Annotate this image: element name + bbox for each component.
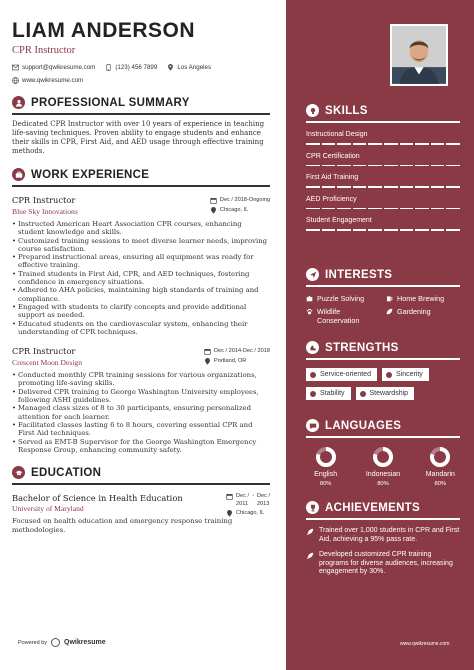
interest-label: Wildlife Conservation xyxy=(317,307,360,325)
skill-level-segment xyxy=(353,143,367,145)
paw-icon xyxy=(306,308,313,315)
location-contact xyxy=(167,64,211,71)
skill-level-segment xyxy=(353,229,367,231)
interests-section xyxy=(306,268,460,325)
skill-level-segment xyxy=(306,143,320,145)
end-month: Dec / xyxy=(256,493,270,500)
achievement-text: Developed customized CPR training programs for diverse audiences, increasing engagement by 30%. xyxy=(319,551,453,576)
skill-level-segment xyxy=(431,165,445,167)
skill-level-segment xyxy=(384,143,398,145)
language-level-ring xyxy=(315,446,337,468)
job-location-text: Portland, OR xyxy=(214,358,247,365)
skill-level-segment xyxy=(306,165,320,167)
language-level-ring xyxy=(372,446,394,468)
skill-level-segment xyxy=(353,208,367,210)
globe-icon xyxy=(12,77,19,84)
skill-level-segment xyxy=(337,165,351,167)
powered-by-label: Powered by xyxy=(18,639,48,646)
location-text: Los Angeles xyxy=(177,64,212,71)
languages-list xyxy=(306,446,460,487)
skills-header xyxy=(306,104,460,117)
interest-item xyxy=(386,307,460,325)
education-location xyxy=(226,510,270,518)
skill-item xyxy=(306,196,460,210)
job-bullet: • Prepared instructional areas, ensuring all equipment was ready for effective training. xyxy=(12,253,270,270)
section-divider xyxy=(12,185,270,187)
language-item xyxy=(363,446,402,487)
bullet-dot-icon xyxy=(310,372,316,378)
strength-pill xyxy=(356,387,415,400)
skill-level-segment xyxy=(446,143,460,145)
skill-item xyxy=(306,217,460,231)
end-year: 2013 xyxy=(256,500,270,507)
footer xyxy=(18,638,106,647)
email-text: support@qwikresume.com xyxy=(22,64,96,71)
brand-name[interactable]: Qwikresume xyxy=(64,639,106,646)
skill-item xyxy=(306,153,460,167)
strength-label: Service-oriented xyxy=(320,371,371,378)
skill-level-segment xyxy=(400,186,414,188)
degree-title: Bachelor of Science in Health Education xyxy=(12,493,183,504)
interests-list xyxy=(306,294,460,325)
contact-row xyxy=(12,64,270,71)
experience-header xyxy=(12,168,270,181)
interest-label: Home Brewing xyxy=(397,294,445,303)
start-month: Dec / xyxy=(236,493,250,500)
language-name: Indonesian xyxy=(365,471,401,478)
education-entry xyxy=(12,493,270,534)
job-dates-text: Dec / 2018-Ongoing xyxy=(219,197,270,203)
skill-level-segment xyxy=(337,186,351,188)
skill-level-segment xyxy=(353,186,367,188)
skill-level-segment xyxy=(415,165,429,167)
job-bullets xyxy=(12,220,270,336)
skill-level-segment xyxy=(415,143,429,145)
section-divider xyxy=(12,113,270,115)
strengths-section xyxy=(306,341,460,400)
summary-header xyxy=(12,96,270,109)
job-bullet: • Instructed American Heart Association CPR courses, enhancing student knowledge and skills. xyxy=(12,220,270,237)
skill-level-segment xyxy=(431,143,445,145)
job-meta xyxy=(210,195,270,215)
footer-site-link[interactable]: www.qwikresume.com xyxy=(400,641,450,647)
language-item xyxy=(306,446,345,487)
strength-pill xyxy=(382,368,429,381)
skill-level-segment xyxy=(384,229,398,231)
job-company: Crescent Moon Design xyxy=(12,358,83,368)
skill-item xyxy=(306,174,460,188)
qwikresume-logo-icon xyxy=(51,638,60,647)
strength-label: Sincerity xyxy=(395,371,423,378)
left-column xyxy=(12,20,270,534)
language-item xyxy=(421,446,460,487)
location-pin-icon xyxy=(210,207,217,214)
strengths-header xyxy=(306,341,460,354)
skill-level-segment xyxy=(368,165,382,167)
phone-icon xyxy=(105,64,112,71)
strength-label: Stability xyxy=(320,390,345,397)
job-title: CPR Instructor xyxy=(12,195,76,205)
skill-level-bar xyxy=(306,208,460,210)
skill-level-segment xyxy=(306,208,320,210)
puzzle-icon xyxy=(306,295,313,302)
skill-level-segment xyxy=(306,186,320,188)
job-bullets xyxy=(12,371,270,454)
graduation-cap-icon xyxy=(12,466,25,479)
achievement-item xyxy=(306,551,460,577)
skill-level-segment xyxy=(368,186,382,188)
strengths-title: STRENGTHS xyxy=(325,341,399,354)
strength-label: Stewardship xyxy=(369,390,409,397)
job-company: Blue Sky Innovations xyxy=(12,207,78,216)
job-bullet: • Customized training sessions to meet diverse learner needs, improving course satisfaction. xyxy=(12,237,270,254)
achievements-header xyxy=(306,501,460,514)
education-location-text: Chicago, IL xyxy=(236,510,265,517)
job-location xyxy=(204,356,270,366)
skill-level-segment xyxy=(446,186,460,188)
experience-section xyxy=(12,168,270,454)
skill-level-segment xyxy=(322,165,336,167)
education-end xyxy=(257,493,270,508)
language-level: 80% xyxy=(377,481,389,487)
education-description: Focused on health education and emergency response training methodologies. xyxy=(12,517,233,534)
skill-level-segment xyxy=(415,229,429,231)
profile-photo xyxy=(390,24,448,86)
skill-name: First Aid Training xyxy=(306,174,359,181)
skill-level-segment xyxy=(400,165,414,167)
briefcase-icon xyxy=(12,168,25,181)
job-dates xyxy=(210,195,270,205)
achievements-title: ACHIEVEMENTS xyxy=(325,501,420,514)
skill-level-segment xyxy=(322,208,336,210)
skill-level-bar xyxy=(306,165,460,167)
interest-item xyxy=(306,307,380,325)
job-bullet: • Facilitated classes lasting 6 to 8 hours, covering essential CPR and First Aid techniques. xyxy=(12,421,270,438)
calendar-icon xyxy=(226,493,233,500)
skill-name: Student Engagement xyxy=(306,217,372,224)
summary-title: PROFESSIONAL SUMMARY xyxy=(31,96,190,109)
phone-text: (123) 456 7899 xyxy=(115,64,158,71)
education-section xyxy=(12,466,270,534)
candidate-role: CPR Instructor xyxy=(12,45,76,56)
interests-header xyxy=(306,268,460,281)
skill-level-segment xyxy=(400,143,414,145)
calendar-icon xyxy=(210,197,217,204)
job-dates xyxy=(204,346,270,356)
skill-name: AED Proficiency xyxy=(306,195,357,203)
language-level-ring xyxy=(429,446,451,468)
job-bullet: • Engaged with students to clarify concepts and provide additional support as needed. xyxy=(12,303,270,320)
job-dates-text: Dec / 2014-Dec / 2018 xyxy=(214,348,270,355)
skill-level-bar xyxy=(306,186,460,188)
education-meta xyxy=(226,493,270,518)
strengths-list xyxy=(306,368,460,400)
skill-level-segment xyxy=(368,208,382,210)
job-title: CPR Instructor xyxy=(12,346,76,357)
strength-pill xyxy=(306,368,377,381)
skill-level-segment xyxy=(322,143,336,145)
website-contact[interactable] xyxy=(12,77,270,84)
interest-label: Gardening xyxy=(397,307,431,316)
interest-label: Puzzle Solving xyxy=(317,294,365,303)
languages-header xyxy=(306,419,460,432)
job-entry xyxy=(12,346,270,454)
achievement-item xyxy=(306,527,460,544)
education-dates xyxy=(226,493,270,508)
experience-title: WORK EXPERIENCE xyxy=(31,168,150,181)
section-divider xyxy=(306,285,460,287)
website-text: www.qwikresume.com xyxy=(22,77,84,84)
skill-level-segment xyxy=(446,229,460,231)
location-pin-icon xyxy=(167,64,174,71)
speech-bubble-icon xyxy=(306,419,319,432)
skill-level-segment xyxy=(368,229,382,231)
skill-level-segment xyxy=(415,208,429,210)
skill-level-segment xyxy=(400,208,414,210)
phone-contact[interactable] xyxy=(105,64,157,71)
job-bullet: • Managed class sizes of 8 to 30 participants, ensuring personalized attention for each learner. xyxy=(12,404,270,421)
location-pin-icon xyxy=(226,510,233,517)
skill-level-segment xyxy=(322,229,336,231)
leaf-icon xyxy=(386,308,393,315)
job-entry xyxy=(12,195,270,336)
mail-icon xyxy=(12,64,19,71)
education-start xyxy=(236,493,249,508)
skills-list xyxy=(306,131,460,231)
section-divider xyxy=(12,483,270,485)
beer-icon xyxy=(386,295,393,302)
skills-section xyxy=(306,104,460,231)
rocket-icon xyxy=(306,528,314,536)
trophy-icon xyxy=(306,501,319,514)
interest-item xyxy=(386,294,460,303)
bullet-dot-icon xyxy=(360,391,366,397)
right-column xyxy=(286,0,474,670)
job-location xyxy=(210,205,270,215)
skill-level-segment xyxy=(384,186,398,188)
bullet-dot-icon xyxy=(386,372,392,378)
skill-level-segment xyxy=(306,229,320,231)
skill-level-segment xyxy=(337,143,351,145)
job-bullet: • Delivered CPR training to George Washington University employees, following ASHI guidelines. xyxy=(12,388,270,405)
skill-level-bar xyxy=(306,143,460,145)
skills-title: SKILLS xyxy=(325,104,368,117)
skill-level-segment xyxy=(431,186,445,188)
skill-level-segment xyxy=(368,143,382,145)
achievements-section xyxy=(306,501,460,577)
skill-level-segment xyxy=(446,165,460,167)
email-contact[interactable] xyxy=(12,64,95,71)
language-name: Mandarin xyxy=(425,471,455,478)
skill-item xyxy=(306,131,460,145)
paper-plane-icon xyxy=(306,268,319,281)
achievement-text: Trained over 1,000 students in CPR and First Aid, achieving a 95% pass rate. xyxy=(319,527,460,543)
flexed-arm-icon xyxy=(306,341,319,354)
job-bullet: • Trained students in First Aid, CPR, and AED techniques, fostering confidence in emergency situations. xyxy=(12,270,270,287)
education-header xyxy=(12,466,270,479)
section-divider xyxy=(306,436,460,438)
skill-level-segment xyxy=(384,208,398,210)
job-bullet: • Conducted monthly CPR training sessions for various organizations, promoting life-saving skills. xyxy=(12,371,270,388)
section-divider xyxy=(306,518,460,520)
skill-level-segment xyxy=(322,186,336,188)
job-meta xyxy=(204,346,270,366)
summary-section xyxy=(12,96,270,156)
skill-name: Instructional Design xyxy=(306,131,368,138)
skill-level-segment xyxy=(400,229,414,231)
candidate-name: LIAM ANDERSON xyxy=(12,19,196,42)
language-level: 80% xyxy=(319,481,332,487)
summary-text: Dedicated CPR Instructor with over 10 years of experience in teaching life-saving techniques. Proven ability to engage students and enhance their skills in CPR, First Aid, and AED usage through effective training methods. xyxy=(12,120,265,155)
skill-level-segment xyxy=(431,208,445,210)
section-divider xyxy=(306,121,460,123)
skill-level-segment xyxy=(415,186,429,188)
skill-level-segment xyxy=(384,165,398,167)
calendar-icon xyxy=(204,348,211,355)
bullet-dot-icon xyxy=(310,391,316,397)
school-name: University of Maryland xyxy=(12,504,84,514)
job-location-text: Chicago, IL xyxy=(219,207,249,213)
interests-title: INTERESTS xyxy=(325,268,393,281)
skill-level-segment xyxy=(337,208,351,210)
language-level: 80% xyxy=(434,481,447,487)
skill-level-segment xyxy=(337,229,351,231)
section-divider xyxy=(306,358,460,360)
language-name: English xyxy=(314,471,338,478)
user-icon xyxy=(12,96,25,109)
date-separator: - xyxy=(252,493,254,500)
skill-name: CPR Certification xyxy=(306,152,360,160)
job-bullet: • Educated students on the cardiovascular system, enhancing their understanding of CPR techniques. xyxy=(12,320,270,337)
strength-pill xyxy=(306,387,351,400)
start-year: 2011 xyxy=(236,500,249,507)
location-pin-icon xyxy=(204,358,211,365)
languages-section xyxy=(306,419,460,487)
skill-level-segment xyxy=(353,165,367,167)
education-title: EDUCATION xyxy=(31,466,102,479)
skill-level-bar xyxy=(306,229,460,231)
rocket-icon xyxy=(306,552,314,560)
interest-item xyxy=(306,294,380,303)
skill-level-segment xyxy=(446,208,460,210)
job-bullet: • Served as EMT-B Supervisor for the George Washington Emergency Response Group, enhancing community safety. xyxy=(12,438,270,455)
skill-level-segment xyxy=(431,229,445,231)
languages-title: LANGUAGES xyxy=(325,419,402,432)
lightbulb-icon xyxy=(306,104,319,117)
job-bullet: • Adhered to AHA policies, maintaining high standards of training and compliance. xyxy=(12,286,270,303)
